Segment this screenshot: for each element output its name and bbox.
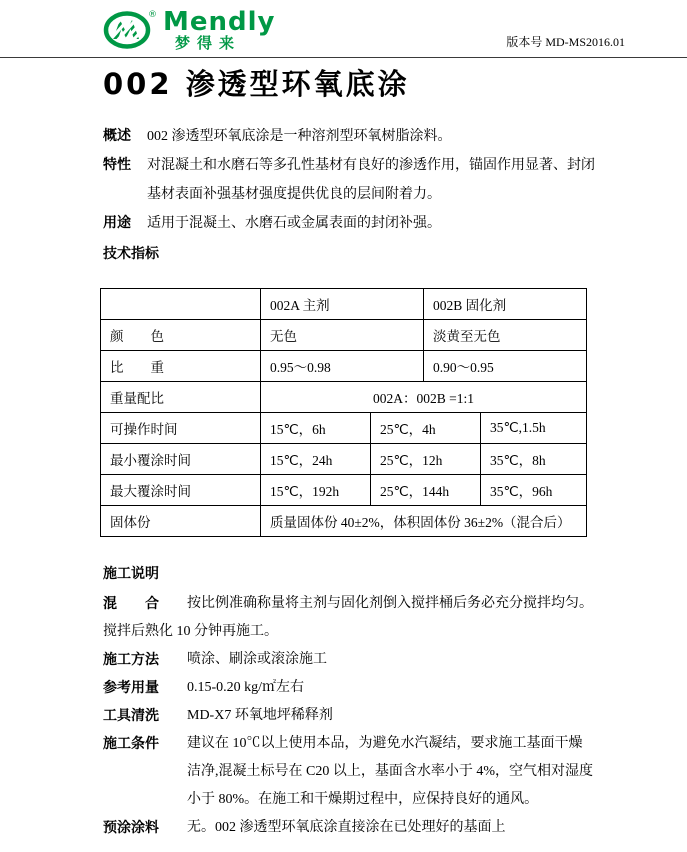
- cell-min-recoat-25: 25℃，12h: [371, 444, 481, 475]
- cell-min-recoat-label: 最小覆涂时间: [101, 444, 261, 475]
- cell-gravity-b: 0.90～0.95: [424, 351, 587, 382]
- brand-logo: [103, 8, 276, 52]
- table-row-pot-life: [101, 413, 587, 444]
- brand-name: Mendly: [163, 7, 276, 37]
- usage-text: 适用于混凝土、水磨石或金属表面的封闭补强。: [147, 216, 441, 231]
- brand-name-cn: 梦得来: [175, 34, 242, 52]
- cleaning-text: MD-X7 环氧地坪稀释剂: [187, 708, 333, 723]
- overview-text: 002 渗透型环氧底涂是一种溶剂型环氧树脂涂料。: [147, 129, 452, 144]
- method-text: 喷涂、刷涂或滚涂施工: [187, 652, 327, 667]
- cell-pot-life-label: 可操作时间: [101, 413, 261, 444]
- page-title: 002 渗透型环氧底涂: [103, 67, 410, 101]
- conditions-label: 施工条件: [103, 736, 159, 752]
- table-row-solids: [101, 506, 587, 537]
- registered-mark-glyph: ®: [148, 10, 157, 20]
- method-row: [103, 646, 603, 674]
- precoat-text: 无。002 渗透型环氧底涂直接涂在已处理好的基面上: [187, 820, 506, 835]
- brand-text-block: [163, 8, 276, 52]
- construction-section: [103, 590, 603, 842]
- mixing-continuation: 搅拌后熟化 10 分钟再施工。: [103, 624, 278, 639]
- spec-table: [100, 288, 587, 537]
- cell-pot-life-35: 35℃,1.5h: [481, 413, 587, 444]
- cell-pot-life-25: 25℃，4h: [371, 413, 481, 444]
- overview-label: 概述: [103, 128, 131, 144]
- construction-heading: 施工说明: [103, 566, 159, 582]
- mixing-label: 混 合: [103, 596, 159, 612]
- overview-row: [103, 122, 595, 151]
- features-line2: 基材表面补强基材强度提供优良的层间附着力。: [147, 187, 441, 202]
- cell-col-b-header: 002B 固化剂: [424, 289, 587, 320]
- usage-row: [103, 209, 595, 238]
- cell-blank: [101, 289, 261, 320]
- cell-pot-life-15: 15℃，6h: [261, 413, 371, 444]
- dosage-label: 参考用量: [103, 680, 159, 696]
- mendly-logo-icon: [103, 8, 159, 52]
- precoat-row: [103, 814, 603, 842]
- conditions-text: [187, 730, 603, 814]
- cell-color-a: 无色: [261, 320, 424, 351]
- table-row-max-recoat: [101, 475, 587, 506]
- dosage-text: 0.15-0.20 kg/㎡左右: [187, 680, 305, 695]
- cell-min-recoat-15: 15℃，24h: [261, 444, 371, 475]
- cleaning-row: [103, 702, 603, 730]
- cell-max-recoat-label: 最大覆涂时间: [101, 475, 261, 506]
- table-row-color: [101, 320, 587, 351]
- dosage-row: [103, 674, 603, 702]
- cell-solids-label: 固体份: [101, 506, 261, 537]
- conditions-line2: 洁净,混凝土标号在 C20 以上，基面含水率小于 4%，空气相对湿度: [187, 764, 593, 779]
- conditions-line1: 建议在 10℃以上使用本品，为避免水汽凝结，要求施工基面干燥: [187, 736, 583, 751]
- conditions-row: [103, 730, 603, 814]
- cell-max-recoat-15: 15℃，192h: [261, 475, 371, 506]
- intro-section: [103, 122, 595, 238]
- features-row: [103, 151, 595, 209]
- mixing-text: 按比例准确称量将主剂与固化剂倒入搅拌桶后务必充分搅拌均匀。: [187, 596, 593, 611]
- cell-gravity-label: 比 重: [101, 351, 261, 382]
- cell-solids-value: 质量固体份 40±2%，体积固体份 36±2%（混合后）: [261, 506, 587, 537]
- table-row-gravity: [101, 351, 587, 382]
- table-row-header: [101, 289, 587, 320]
- cell-ratio-label: 重量配比: [101, 382, 261, 413]
- page-header: [0, 0, 687, 58]
- table-row-min-recoat: [101, 444, 587, 475]
- cell-color-label: 颜 色: [101, 320, 261, 351]
- cell-max-recoat-35: 35℃，96h: [481, 475, 587, 506]
- cleaning-label: 工具清洗: [103, 708, 159, 724]
- cell-gravity-a: 0.95～0.98: [261, 351, 424, 382]
- cell-color-b: 淡黄至无色: [424, 320, 587, 351]
- usage-label: 用途: [103, 215, 131, 231]
- features-line1: 对混凝土和水磨石等多孔性基材有良好的渗透作用，锚固作用显著、封闭: [147, 158, 595, 173]
- cell-min-recoat-35: 35℃，8h: [481, 444, 587, 475]
- spec-heading: 技术指标: [103, 246, 159, 262]
- table-row-ratio: [101, 382, 587, 413]
- mixing-row: [103, 590, 603, 618]
- cell-ratio-value: 002A：002B =1:1: [261, 382, 587, 413]
- precoat-label: 预涂涂料: [103, 820, 159, 836]
- cell-col-a-header: 002A 主剂: [261, 289, 424, 320]
- features-label: 特性: [103, 157, 131, 173]
- features-text: [147, 151, 595, 209]
- version-number: 版本号 MD-MS2016.01: [506, 35, 625, 49]
- conditions-line3: 小于 80%。在施工和干燥期过程中，应保持良好的通风。: [187, 792, 539, 807]
- cell-max-recoat-25: 25℃，144h: [371, 475, 481, 506]
- method-label: 施工方法: [103, 652, 159, 668]
